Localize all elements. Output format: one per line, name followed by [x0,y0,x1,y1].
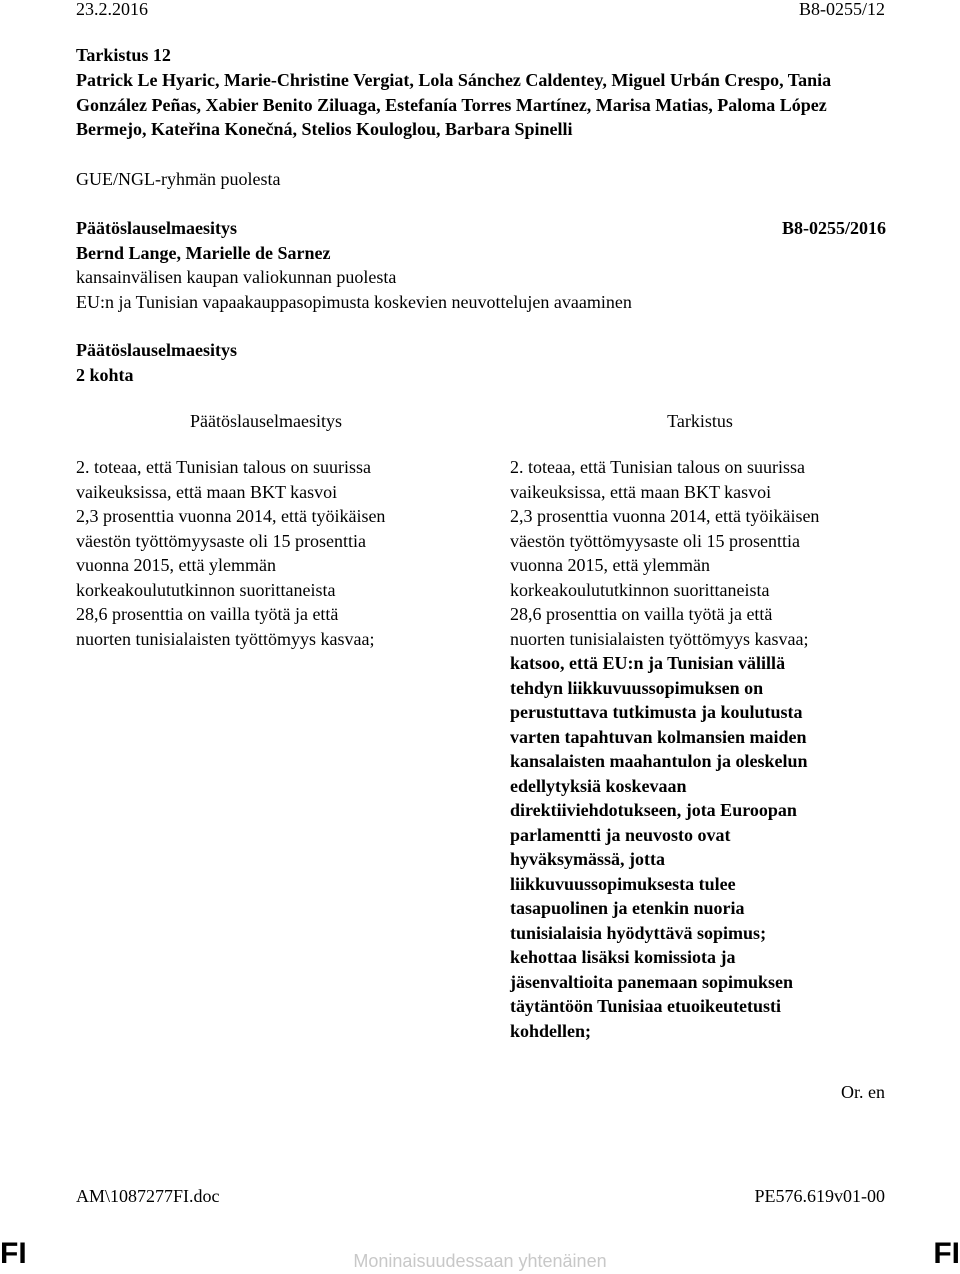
text-line: 28,6 prosenttia on vailla työtä ja että [76,604,339,624]
added-text-line: tasapuolinen ja etenkin nuoria [510,898,745,918]
added-text-line: varten tapahtuvan kolmansien maiden [510,726,807,747]
text-line: vaikeuksissa, että maan BKT kasvoi [510,481,772,502]
text-line: 2. toteaa, että Tunisian talous on suurissa [76,457,371,477]
text-line: väestön työttömyysaste oli 15 prosenttia [510,530,800,551]
motion-block [76,216,886,314]
header-date: 23.2.2016 [76,0,148,19]
added-text-line: täytäntöön Tunisiaa etuoikeutetusti [510,996,782,1016]
footer-doc-ref: AM\1087277FI.doc [76,1186,220,1206]
footer-language-right: FI [933,1237,960,1270]
added-text-line: direktiiviehdotukseen, jota Euroopan [510,800,797,820]
text-line: vuonna 2015, että ylemmän [510,555,710,575]
left-column-text [76,455,456,651]
text-line: väestön työttömyysaste oli 15 prosenttia [76,530,366,551]
added-text-line: liikkuvuussopimuksesta tulee [510,873,736,894]
point-number: 2 kohta [76,364,134,385]
right-column-text [510,455,890,1043]
added-text-line: hyväksymässä, jotta [510,849,666,869]
amendment-authors: Patrick Le Hyaric, Marie-Christine Vergiat, Lola Sánchez Caldentey, Miguel Urbán Crespo, Tania González Peñas, Xabier Benito Ziluaga, Estefanía Torres Martínez, Marisa Matias, Paloma López Bermejo, Kateřina Konečná, Stelios Kouloglou, Barbara Spinelli [76,70,832,139]
point-block [76,338,886,387]
text-line: 28,6 prosenttia on vailla työtä ja että [510,604,773,624]
motion-rapporteurs: Bernd Lange, Marielle de Sarnez [76,242,331,263]
added-text-line: kansalaisten maahantulon ja oleskelun [510,751,808,771]
added-text-line: kehottaa lisäksi komissiota ja [510,947,736,967]
text-line: korkeakoulututkinnon suorittaneista [510,579,770,600]
added-text-line: perustuttava tutkimusta ja koulutusta [510,702,803,722]
text-line: 2,3 prosenttia vuonna 2014, että työikäisen [510,506,820,526]
footer-language-left: FI [0,1237,27,1270]
left-column-heading: Päätöslauselmaesitys [190,411,342,431]
right-column-heading: Tarkistus [667,411,733,431]
header-reference: B8-0255/12 [798,0,885,19]
text-line: nuorten tunisialaisten työttömyys kasvaa; [76,628,375,649]
text-line: vuonna 2015, että ylemmän [76,555,276,575]
added-text-line: edellytyksiä koskevaan [510,775,687,796]
added-text-line: tunisialaisia hyödyttävä sopimus; [510,922,767,943]
text-line: 2,3 prosenttia vuonna 2014, että työikäisen [76,506,386,526]
added-text-line: tehdyn liikkuvuussopimuksen on [510,677,764,698]
point-label: Päätöslauselmaesitys [76,340,237,360]
motion-reference: B8-0255/2016 [781,218,886,238]
motion-label: Päätöslauselmaesitys [76,218,237,238]
motion-committee: kansainvälisen kaupan valiokunnan puolesta [76,267,397,287]
added-text-line: parlamentti ja neuvosto ovat [510,824,731,845]
amendment-number: Tarkistus 12 [76,45,171,65]
text-line: vaikeuksissa, että maan BKT kasvoi [76,481,338,502]
text-line: nuorten tunisialaisten työttömyys kasvaa; [510,628,809,649]
footer-pe-ref: PE576.619v01-00 [754,1186,885,1206]
motion-title: EU:n ja Tunisian vapaakauppasopimusta koskevien neuvottelujen avaaminen [76,291,632,312]
added-text-line: katsoo, että EU:n ja Tunisian välillä [510,653,786,673]
original-language: Or. en [841,1082,885,1102]
footer-slogan: Moninaisuudessaan yhtenäinen [353,1251,607,1271]
added-text-line: jäsenvaltioita panemaan sopimuksen [510,971,794,992]
political-group: GUE/NGL-ryhmän puolesta [76,169,281,189]
added-text-line: kohdellen; [510,1020,592,1041]
text-line: korkeakoulututkinnon suorittaneista [76,579,336,600]
text-line: 2. toteaa, että Tunisian talous on suurissa [510,457,805,477]
